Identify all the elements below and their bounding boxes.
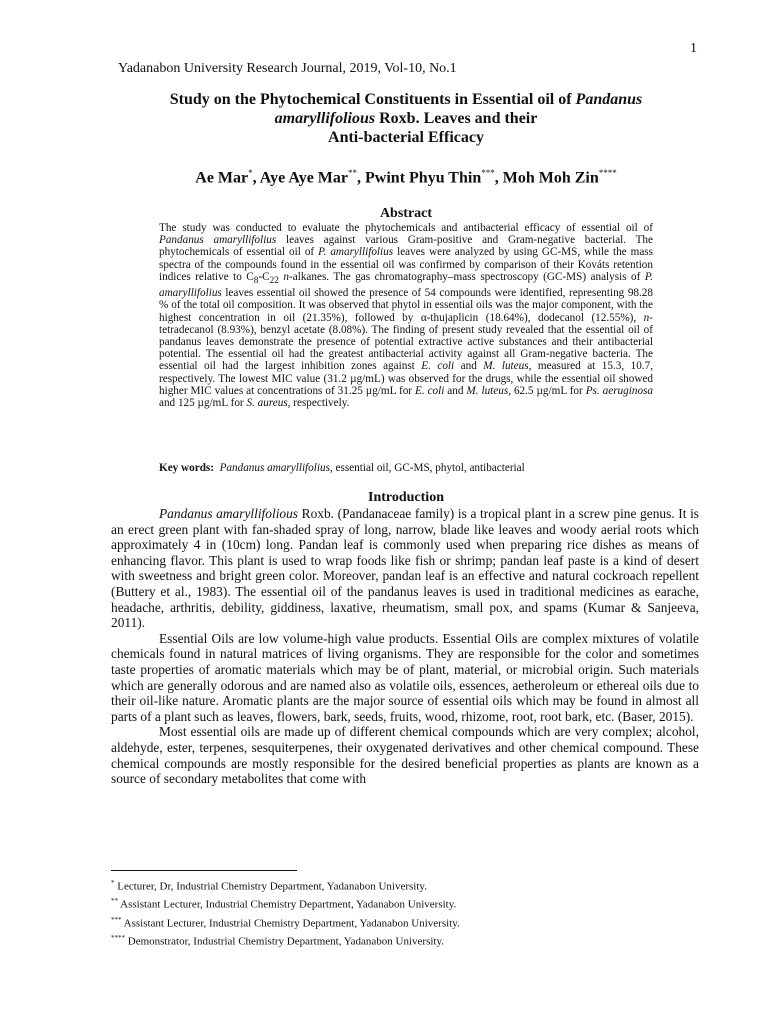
abstract-italic: E. coli xyxy=(421,360,455,373)
title-line-3: Anti-bacterial Efficacy xyxy=(328,129,484,146)
title-line-2 xyxy=(112,109,700,128)
title-text: Study on the Phytochemical Constituents in Essential oil of xyxy=(169,91,576,108)
abstract-fragment: 62.5 µg/mL for xyxy=(511,384,586,397)
abstract-italic: n xyxy=(643,311,650,324)
footnote xyxy=(111,913,699,931)
abstract-subscript: 8 xyxy=(253,276,259,287)
title-species: Pandanus xyxy=(575,91,643,108)
abstract-text xyxy=(159,222,653,409)
author-name: Pwint Phyu Thin xyxy=(365,169,482,187)
keywords-species: Pandanus amaryllifolius xyxy=(219,462,330,474)
abstract-italic: P. amaryllifolius xyxy=(159,270,653,300)
abstract-fragment: and 125 µg/mL for xyxy=(159,397,247,410)
paragraph-italic: Pandanus amaryllifolious xyxy=(159,506,299,521)
abstract-italic: M. luteus xyxy=(483,360,529,373)
author-list: Ae Mar*, Aye Aye Mar**, Pwint Phyu Thin***, Moh Moh Zin**** xyxy=(195,168,617,187)
footnote-mark: * xyxy=(111,879,115,887)
footnote-text: Lecturer, Dr, Industrial Chemistry Department, Yadanabon University. xyxy=(114,880,427,893)
abstract-fragment: and xyxy=(444,384,467,397)
introduction-body xyxy=(111,506,699,787)
paragraph: Most essential oils are made up of different chemical compounds which are very complex; alcohol, aldehyde, ester, terpenes, sesquiterpenes, their oxygenated derivatives and other chemical compound. These chemical compounds are mostly responsible for the desired beneficial properties as plants are known as a source of secondary metabolites that come with xyxy=(111,724,699,787)
footnote-mark: ** xyxy=(111,897,118,906)
author-mark: ** xyxy=(348,168,358,178)
running-header: Yadanabon University Research Journal, 2019, Vol-10, No.1 xyxy=(118,61,457,76)
title-line-1 xyxy=(112,90,700,109)
abstract-fragment: -alkanes. The gas chromatography–mass spectroscopy (GC-MS) analysis of xyxy=(289,270,645,283)
author-mark: **** xyxy=(598,168,617,178)
page-number: 1 xyxy=(690,41,697,56)
footnote-mark: *** xyxy=(111,915,122,924)
footnote xyxy=(111,894,699,912)
paragraph xyxy=(111,506,699,631)
footnote-divider xyxy=(111,870,297,871)
author-name: Ae Mar xyxy=(195,169,249,187)
author-mark: *** xyxy=(481,168,495,178)
footnote xyxy=(111,931,699,949)
abstract-fragment: leaves essential oil showed the presence of 54 compounds were identified, representing 98.28 % of the total oil composition. It was observed that phytol in essential oils was the major component, with the highest concentration in oil (21.35%), followed by α-thujaplicin (18.64%), dodecanol (12.55%), xyxy=(159,287,653,324)
abstract-italic: n xyxy=(278,270,290,283)
abstract-fragment: , respectively. xyxy=(287,397,350,410)
title-text: Roxb. Leaves and their xyxy=(375,110,538,127)
abstract-fragment: leaves were analyzed by using GC-MS, while the mass spectra of the compounds found in the essential oil was confirmed by comparison of their Kováts retention indices relative to C xyxy=(159,246,653,283)
keywords-label: Key words: xyxy=(159,462,214,474)
introduction-heading: Introduction xyxy=(368,490,444,505)
abstract-italic: P. amaryllifolius xyxy=(318,246,394,259)
footnote-text: Demonstrator, Industrial Chemistry Department, Yadanabon University. xyxy=(125,936,445,949)
abstract-fragment: , measured at 15.3, 10.7, respectively. The lowest MIC value (31.2 µg/mL) was observed for the drugs, while the essential oil showed higher MIC values at concentrations of 31.25 µg/mL for xyxy=(159,360,653,397)
author-mark: * xyxy=(248,168,253,178)
paragraph-text: Roxb. (Pandanaceae family) is a tropical plant in a screw pine genus. It is an erect green plant with fan-shaded spray of long, narrow, blade like leaves and woody aerial roots which approximately 4 in (10cm) long. Pandan leaf is commonly used when preparing rice dishes as means of enhancing flavor. This plant is used to wrap foods like fish or shrimp; pandan leaf paste is a kind of desert with sweetness and bright green color. Moreover, pandan leaf is an effective and natural cockroach repellent (Buttery et al., 1983). The essential oil of the pandanus leaves is used in traditional medicines as earache, headache, arthritis, debility, giddiness, laxative, rheumatism, small pox, and spams (Kumar & Sanjeeva, 2011). xyxy=(111,506,699,631)
abstract-italic: Pandanus amaryllifolius xyxy=(159,234,277,247)
abstract-fragment: leaves against various Gram-positive and Gram-negative bacterial. The phytochemicals of essential oil of xyxy=(159,234,653,259)
footnote xyxy=(111,876,699,894)
keywords-list: , essential oil, GC-MS, phytol, antibacterial xyxy=(329,462,525,474)
abstract-subscript: 22 xyxy=(269,276,279,287)
abstract-italic: Ps. aeruginosa xyxy=(585,384,653,397)
abstract-fragment: -C xyxy=(258,270,270,283)
footnote-mark: **** xyxy=(111,934,125,943)
abstract-italic: M. luteus, xyxy=(466,384,511,397)
abstract-fragment: -tetradecanol (8.93%), benzyl acetate (8.08%). The finding of present study revealed that the essential oil of pandanus leaves demonstrate the presence of potential extractive active substances and their antibacterial potential. The essential oil had the greatest antibacterial activity against all Gram-negative bacteria. The essential oil had the largest inhibition zones against xyxy=(159,311,653,373)
title-species: amaryllifolious xyxy=(274,110,376,127)
abstract-heading: Abstract xyxy=(379,206,433,221)
abstract-italic: S. aureus xyxy=(246,397,288,410)
abstract-fragment: and xyxy=(454,360,484,373)
abstract-italic: E. coli xyxy=(414,384,445,397)
footnotes xyxy=(111,876,699,950)
author-name: Moh Moh Zin xyxy=(502,169,599,187)
keywords xyxy=(159,462,653,474)
paper-title xyxy=(112,90,700,147)
author-name: Aye Aye Mar xyxy=(259,169,349,187)
abstract-fragment: The study was conducted to evaluate the phytochemicals and antibacterial efficacy of essential oil of xyxy=(159,222,653,234)
paragraph: Essential Oils are low volume-high value products. Essential Oils are complex mixtures of volatile chemicals found in natural matrices of living organisms. They are responsible for the color and sometimes taste properties of aromatic materials which may be of plant, material, or microbial origin. Such materials which are generally odorous and are named also as volatile oils, essences, aetheroleum or ethereal oils due to their oil-like nature. Aromatic plants are the major source of essential oils which may be found in almost all parts of a plant such as leaves, flowers, bark, seeds, fruits, wood, rhizome, root, root bark, etc. (Baser, 2015). xyxy=(111,630,699,724)
footnote-text: Assistant Lecturer, Industrial Chemistry Department, Yadanabon University. xyxy=(121,917,460,930)
footnote-text: Assistant Lecturer, Industrial Chemistry Department, Yadanabon University. xyxy=(118,899,457,912)
